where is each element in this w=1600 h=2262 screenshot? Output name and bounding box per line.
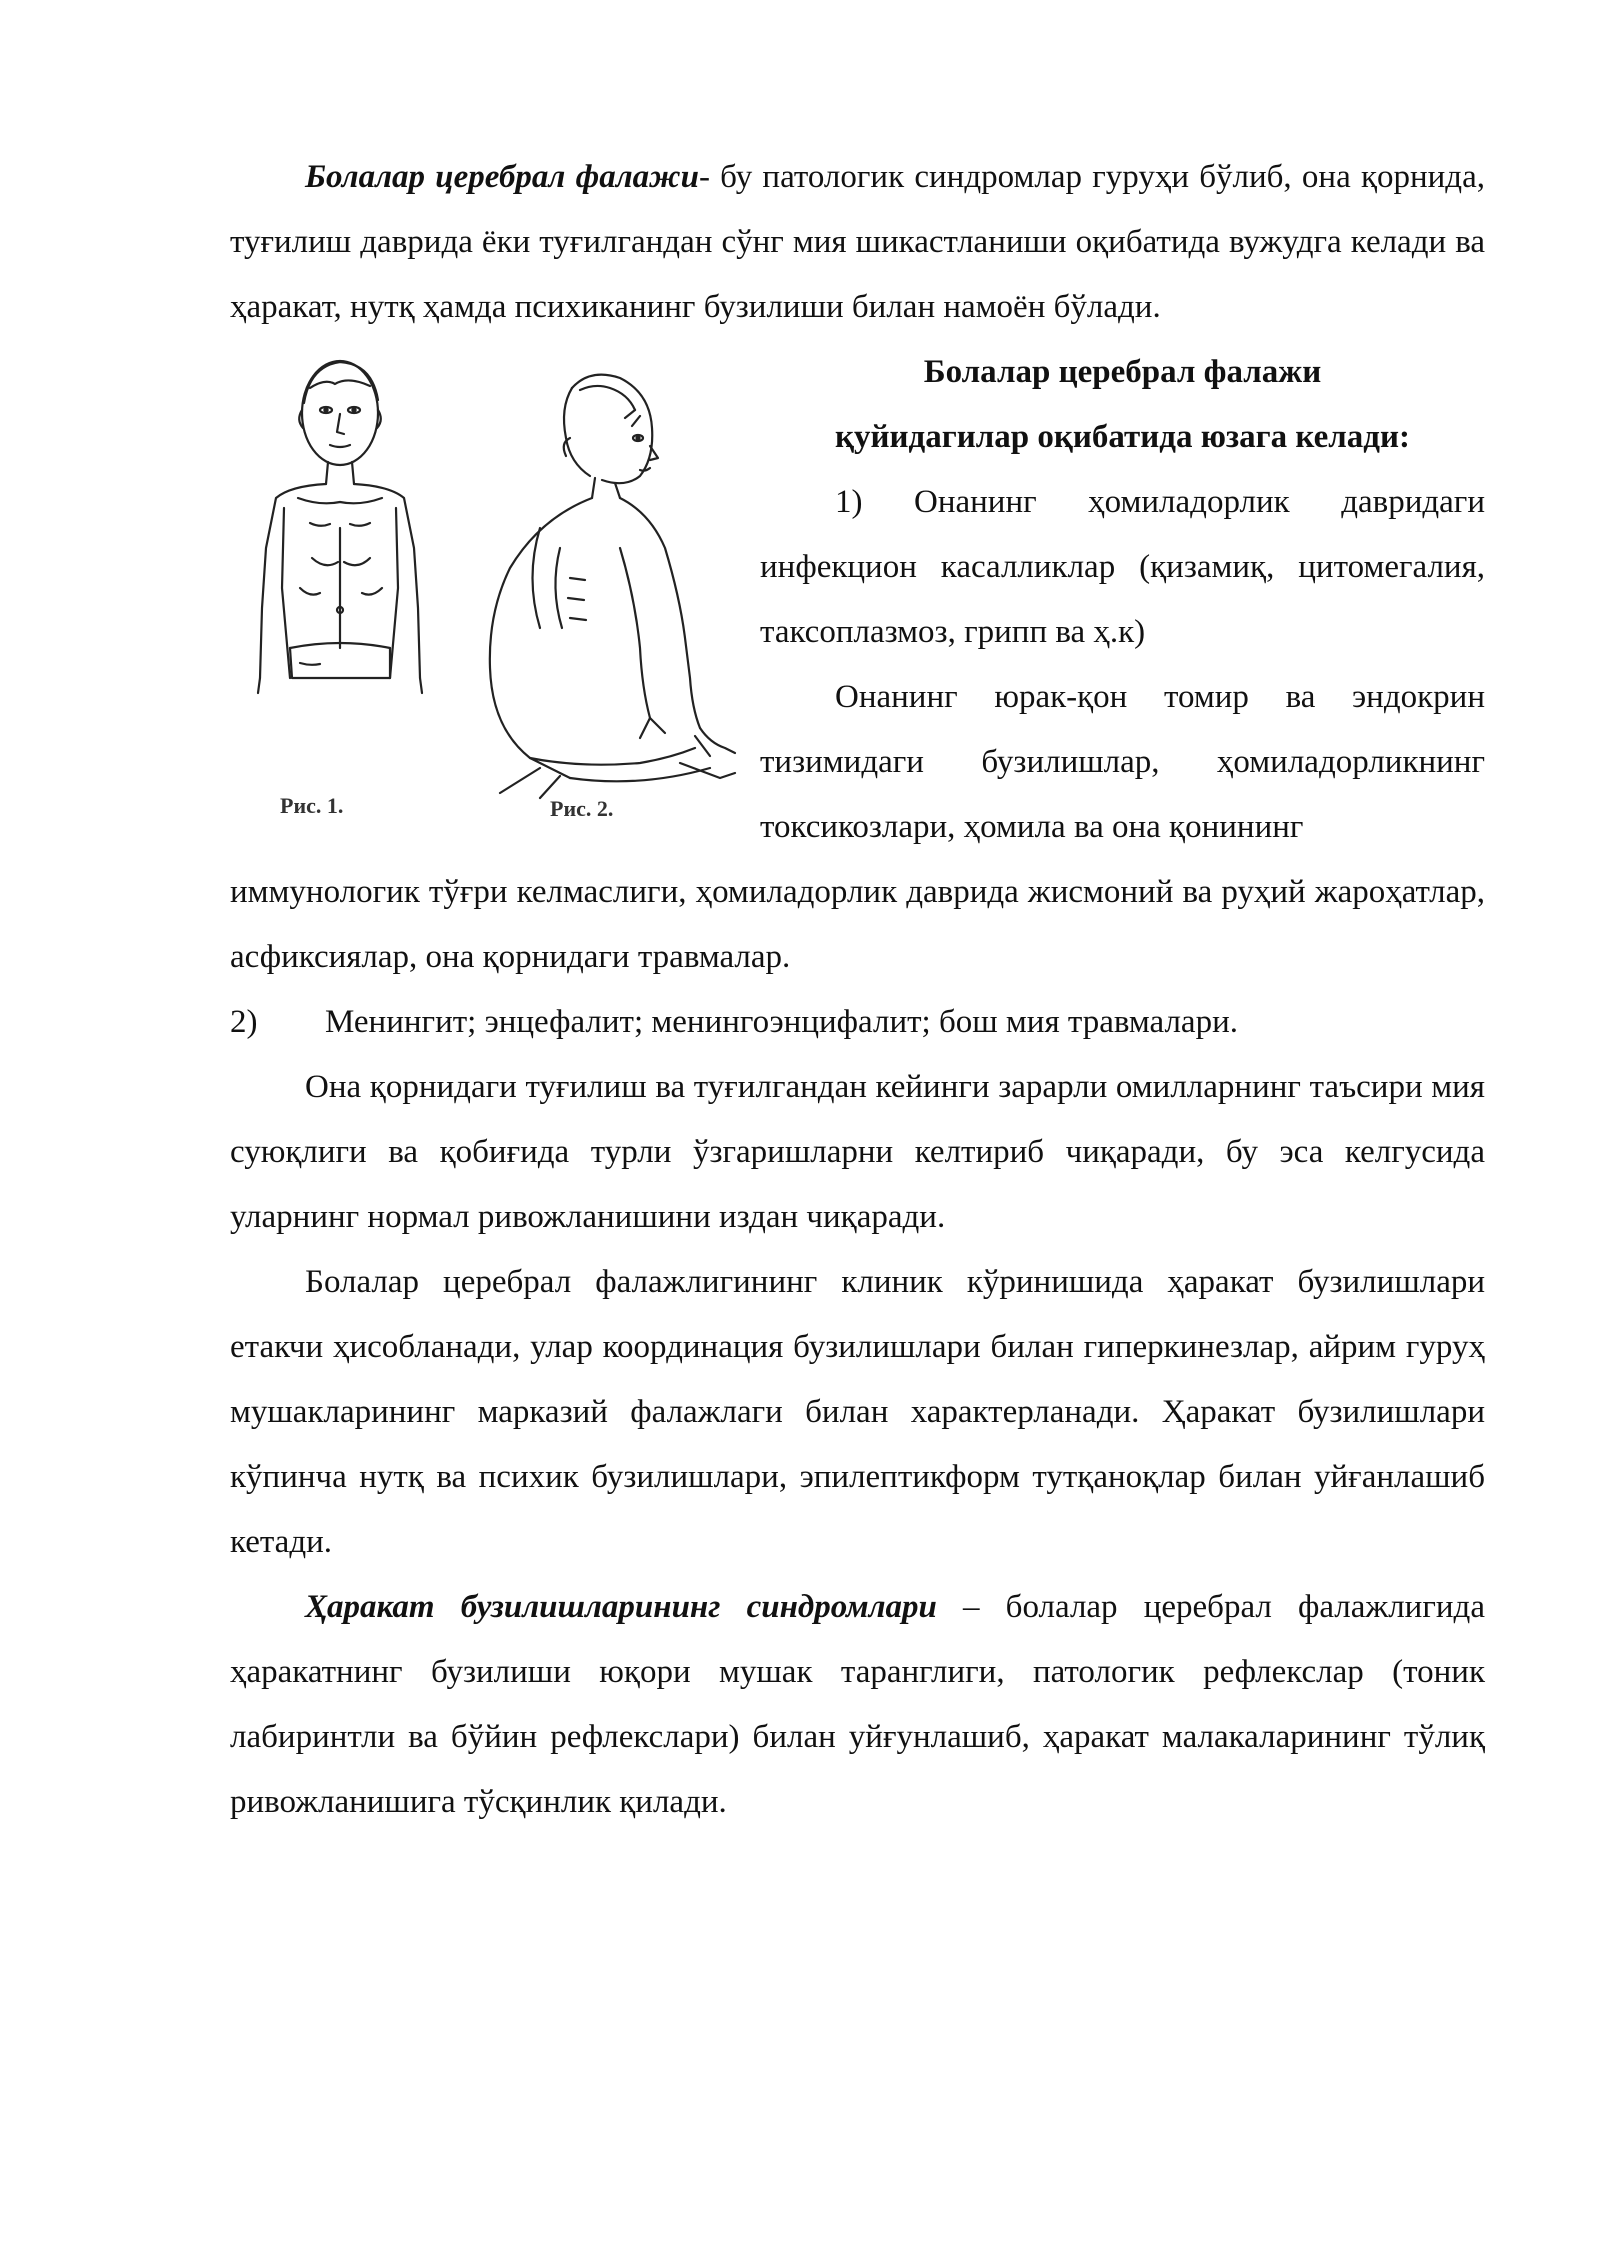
causes-item-2 [230, 990, 1485, 1055]
paragraph-syndromes [230, 1575, 1485, 1835]
syndromes-text: – болалар церебрал фалажлигида ҳаракатнинг бузилиши юқори мушак таранглиги, патологик рефлекслар (тоник лабиринтли ва бўйин рефлекслари) билан уйғунлашиб, ҳаракат малакаларининг тўлиқ ривожланишига тўсқинлик қилади. [230, 1589, 1485, 1820]
causes-item-1: 1) Онанинг ҳомиладорлик давридаги инфекцион касалликлар (қизамиқ, цитомегалия, таксоплазмоз, грипп ва ҳ.к) [760, 484, 1485, 650]
figure-caption-2: Рис. 2. [550, 796, 614, 821]
syndromes-term: Ҳаракат бузилишларининг синдромлари [305, 1589, 937, 1625]
intro-term: Болалар церебрал фалажи [305, 159, 699, 195]
causes-item-2-text: Менингит; энцефалит; менингоэнцифалит; бош мия травмалари. [325, 1004, 1238, 1040]
paragraph-prenatal: Она қорнидаги туғилиш ва туғилгандан кейинги зарарли омилларнинг таъсири мия суюқлиги ва қобиғида турли ўзгаришларни келтириб чиқаради, бу эса келгусида уларнинг нормал ривожланишини издан чиқаради. [230, 1069, 1485, 1235]
causes-block [760, 340, 1485, 860]
figure-caption-1: Рис. 1. [280, 793, 344, 818]
intro-paragraph [230, 145, 1485, 340]
child-illustrations [240, 348, 740, 848]
intro-text: - бу патологик синдромлар гуруҳи бўлиб, она қорнида, туғилиш даврида ёки туғилгандан сўнг мия шикастланиши оқибатида вужудга келади ва ҳаракат, нутқ ҳамда психиканинг бузилиши билан намоён бўлади. [230, 159, 1485, 325]
illustration-figure [240, 348, 740, 848]
causes-heading-line1: Болалар церебрал фалажи [923, 354, 1322, 390]
standing-child-drawing [258, 361, 422, 818]
causes-item-1-continued-end: иммунологик тўғри келмаслиги, ҳомиладорлик даврида жисмоний ва руҳий жароҳатлар, асфиксиялар, она қорнидаги травмалар. [230, 874, 1485, 975]
sitting-child-drawing [490, 375, 735, 821]
document-body [230, 145, 1485, 1835]
causes-item-1-continued: Онанинг юрак-қон томир ва эндокрин тизимидаги бузилишлар, ҳомиладорликнинг токсикозлари, ҳомила ва она қонининг [760, 679, 1485, 845]
causes-item-2-number: 2) [230, 1004, 258, 1040]
causes-heading-line2: қуйидагилар оқибатида юзага келади: [835, 419, 1410, 455]
paragraph-clinical: Болалар церебрал фалажлигининг клиник кўринишида ҳаракат бузилишлари етакчи ҳисобланади, улар координация бузилишлари билан гиперкинезлар, айрим гуруҳ мушакларининг марказий фалажлаги билан характерланади. Ҳаракат бузилишлари кўпинча нутқ ва психик бузилишлари, эпилептикформ тутқаноқлар билан уйғанлашиб кетади. [230, 1264, 1485, 1560]
